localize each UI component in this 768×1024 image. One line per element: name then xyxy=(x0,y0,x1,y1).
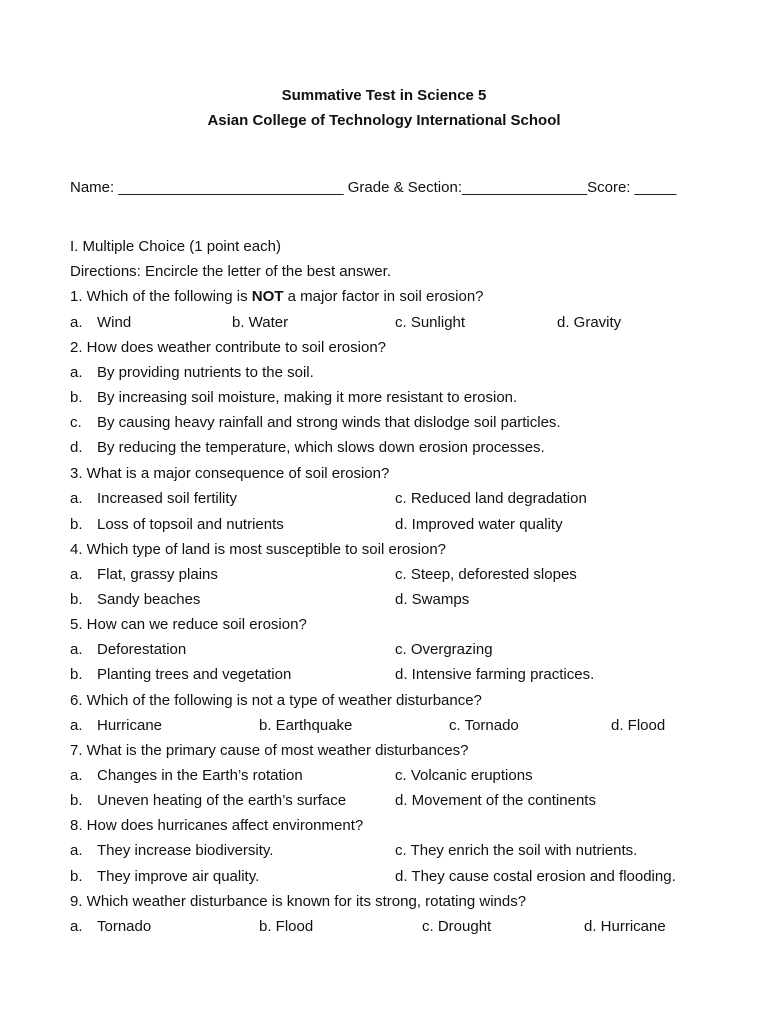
q8-option-d: d. They cause costal erosion and flooding. xyxy=(395,868,676,885)
q6-letter-a: a. xyxy=(70,717,83,734)
question-8: 8. How does hurricanes affect environment? xyxy=(70,817,364,834)
q2-letter-d: d. xyxy=(70,439,83,456)
q8-letter-a: a. xyxy=(70,842,83,859)
question-4: 4. Which type of land is most susceptible to soil erosion? xyxy=(70,541,447,558)
q5-option-c: c. Overgrazing xyxy=(395,641,493,658)
test-title: Summative Test in Science 5 xyxy=(281,87,487,104)
q2-option-b: By increasing soil moisture, making it more resistant to erosion. xyxy=(97,389,518,406)
q7-option-d: d. Movement of the continents xyxy=(395,792,596,809)
q9-option-c: c. Drought xyxy=(422,918,492,935)
q2-letter-a: a. xyxy=(70,364,83,381)
q1-option-b: b. Water xyxy=(232,314,289,331)
question-6: 6. Which of the following is not a type of weather disturbance? xyxy=(70,692,482,709)
q4-letter-a: a. xyxy=(70,566,83,583)
q1-option-c: c. Sunlight xyxy=(395,314,466,331)
q1-letter-a: a. xyxy=(70,314,83,331)
q2-option-c: By causing heavy rainfall and strong winds that dislodge soil particles. xyxy=(97,414,561,431)
q3-option-d: d. Improved water quality xyxy=(395,516,563,533)
q8-option-a: They increase biodiversity. xyxy=(97,842,274,859)
q9-letter-a: a. xyxy=(70,918,83,935)
q8-letter-b: b. xyxy=(70,868,83,885)
q2-letter-c: c. xyxy=(70,414,82,431)
q5-option-b: Planting trees and vegetation xyxy=(97,666,292,683)
q5-letter-b: b. xyxy=(70,666,83,683)
question-1-emphasis: NOT xyxy=(251,288,284,305)
q5-letter-a: a. xyxy=(70,641,83,658)
q2-letter-b: b. xyxy=(70,389,83,406)
q8-option-c: c. They enrich the soil with nutrients. xyxy=(395,842,638,859)
q4-option-d: d. Swamps xyxy=(395,591,470,608)
q8-option-b: They improve air quality. xyxy=(97,868,260,885)
q6-option-c: c. Tornado xyxy=(449,717,519,734)
q9-option-b: b. Flood xyxy=(259,918,314,935)
q7-option-b: Uneven heating of the earth’s surface xyxy=(97,792,347,809)
q3-letter-b: b. xyxy=(70,516,83,533)
q6-option-b: b. Earthquake xyxy=(259,717,353,734)
student-info-line: Name: ___________________________ Grade & Section:_______________Score: _____ xyxy=(70,179,677,196)
directions: Directions: Encircle the letter of the best answer. xyxy=(70,263,391,280)
question-1 xyxy=(70,288,484,306)
q7-option-a: Changes in the Earth’s rotation xyxy=(97,767,303,784)
q3-option-c: c. Reduced land degradation xyxy=(395,490,587,507)
q6-option-a: Hurricane xyxy=(97,717,163,734)
section-heading: I. Multiple Choice (1 point each) xyxy=(70,238,281,255)
q5-option-d: d. Intensive farming practices. xyxy=(395,666,595,683)
q7-letter-a: a. xyxy=(70,767,83,784)
question-1-suffix: a major factor in soil erosion? xyxy=(283,288,484,305)
q4-option-b: Sandy beaches xyxy=(97,591,201,608)
q3-option-a: Increased soil fertility xyxy=(97,490,238,507)
question-1-prefix: 1. Which of the following is xyxy=(70,288,252,305)
q1-option-a: Wind xyxy=(97,314,132,331)
q9-option-d: d. Hurricane xyxy=(584,918,666,935)
q4-option-c: c. Steep, deforested slopes xyxy=(395,566,577,583)
q1-option-d: d. Gravity xyxy=(557,314,622,331)
q3-option-b: Loss of topsoil and nutrients xyxy=(97,516,284,533)
q5-option-a: Deforestation xyxy=(97,641,187,658)
q9-option-a: Tornado xyxy=(97,918,152,935)
school-name: Asian College of Technology International School xyxy=(207,112,561,129)
q2-option-a: By providing nutrients to the soil. xyxy=(97,364,314,381)
q6-option-d: d. Flood xyxy=(611,717,666,734)
q3-letter-a: a. xyxy=(70,490,83,507)
question-9: 9. Which weather disturbance is known for its strong, rotating winds? xyxy=(70,893,527,910)
q4-option-a: Flat, grassy plains xyxy=(97,566,218,583)
q7-option-c: c. Volcanic eruptions xyxy=(395,767,533,784)
question-2: 2. How does weather contribute to soil erosion? xyxy=(70,339,387,356)
question-7: 7. What is the primary cause of most weather disturbances? xyxy=(70,742,469,759)
q2-option-d: By reducing the temperature, which slows down erosion processes. xyxy=(97,439,545,456)
question-5: 5. How can we reduce soil erosion? xyxy=(70,616,307,633)
q7-letter-b: b. xyxy=(70,792,83,809)
q4-letter-b: b. xyxy=(70,591,83,608)
question-3: 3. What is a major consequence of soil erosion? xyxy=(70,465,390,482)
